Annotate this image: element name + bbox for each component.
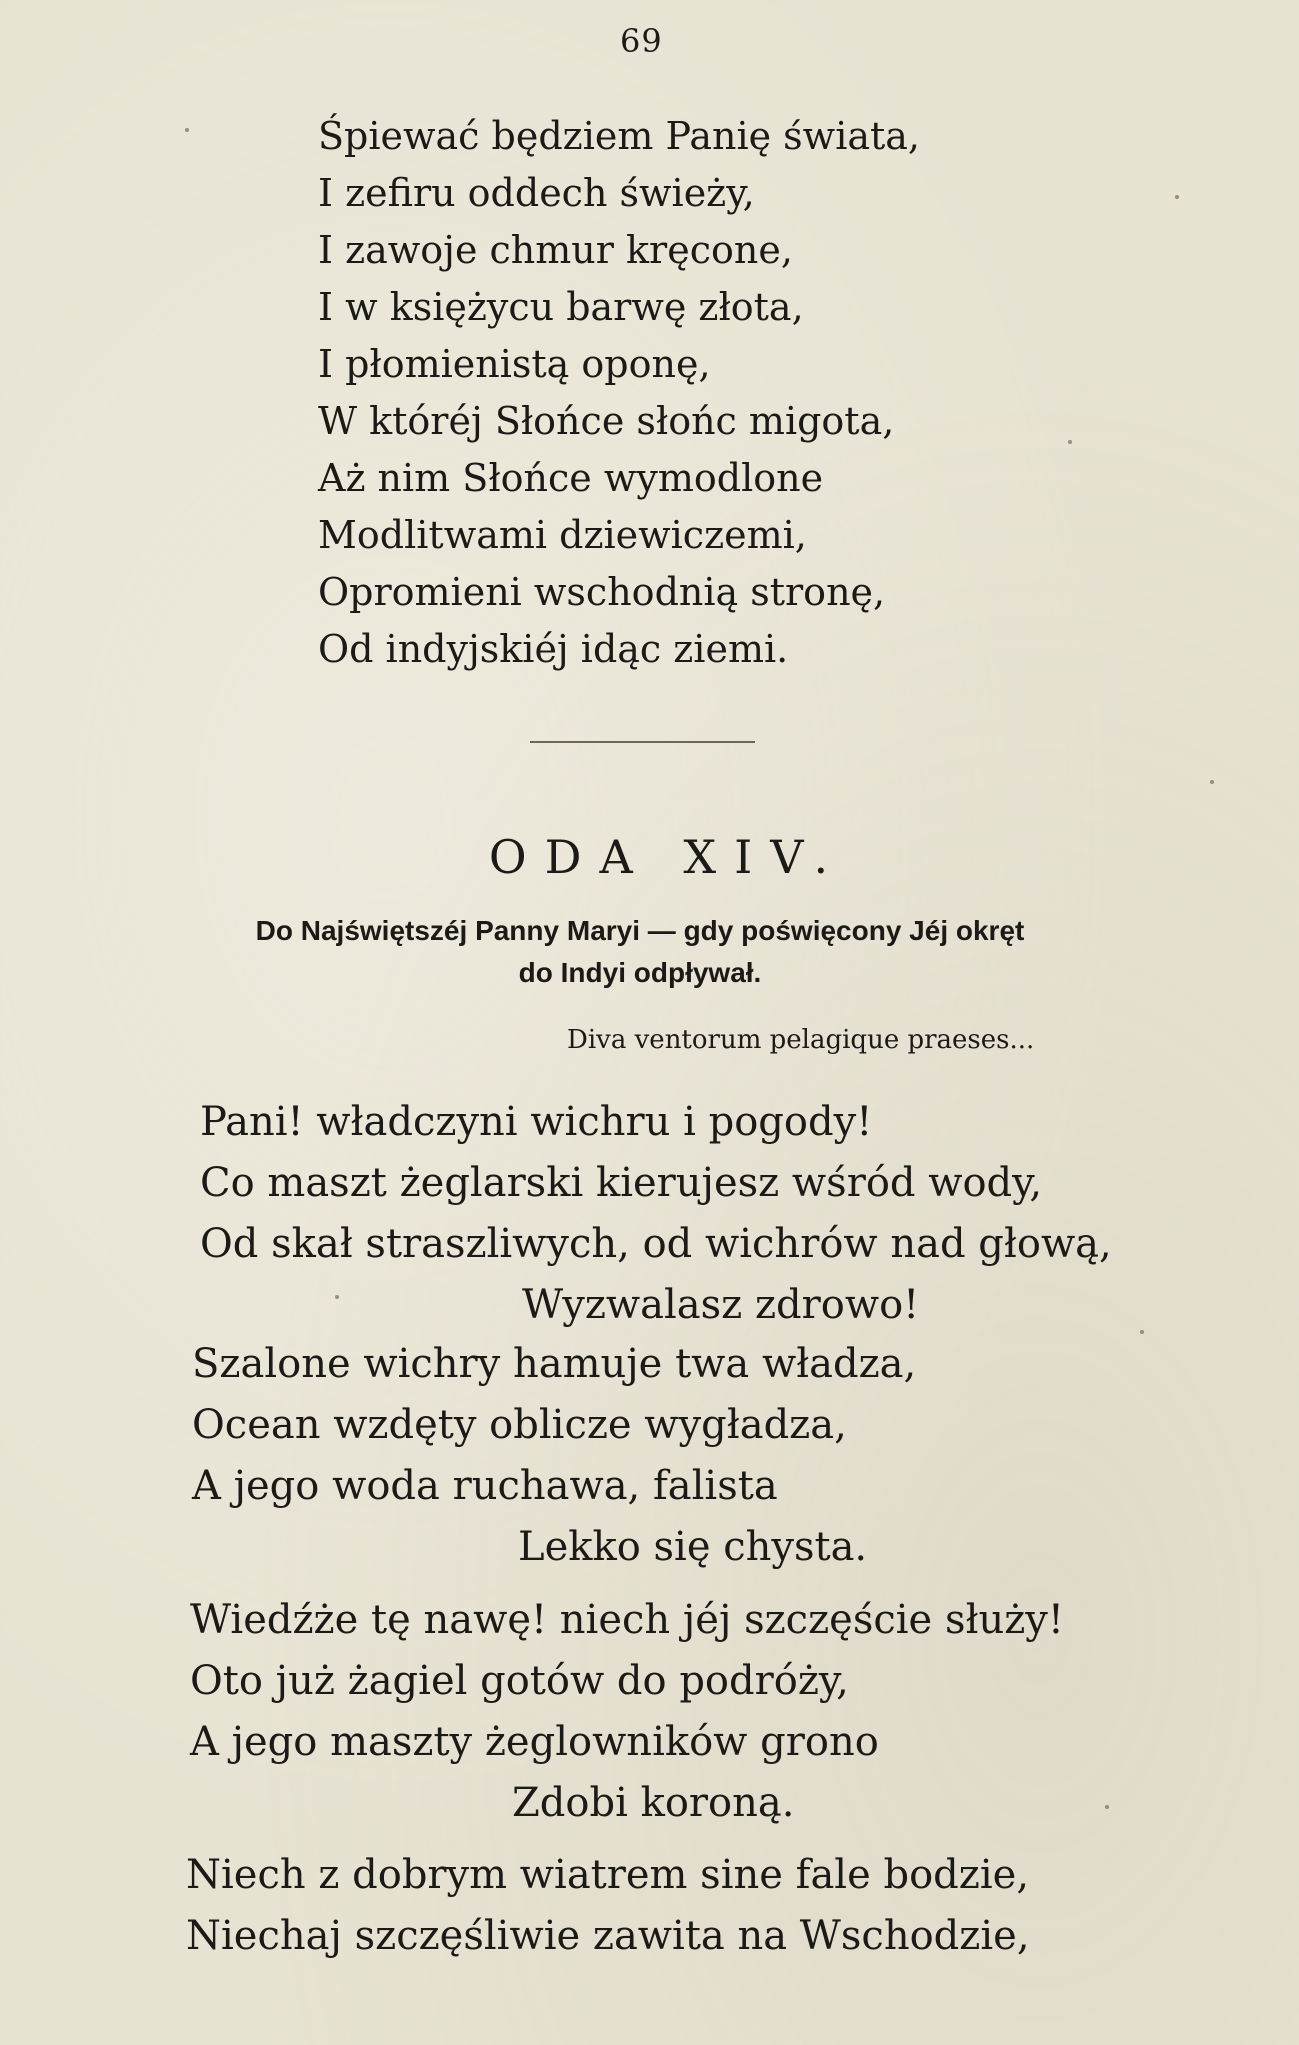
ode-line: Szalone wichry hamuje twa władza, — [192, 1341, 917, 1387]
ode-stanza-4 — [186, 1845, 1030, 1967]
ode-stanza-1 — [200, 1092, 1112, 1336]
paper-speck — [335, 1295, 339, 1299]
poem-line: Od indyjskiéj idąc ziemi. — [318, 627, 789, 671]
ode-line: Pani! władczyni wichru i pogody! — [200, 1099, 873, 1145]
paper-speck — [185, 128, 189, 132]
poem-line: I zawoje chmur kręcone, — [318, 228, 793, 272]
ode-stanza-2 — [192, 1334, 916, 1578]
poem-line: Modlitwami dziewiczemi, — [318, 513, 807, 557]
ode-line-indented: Lekko się chysta. — [518, 1524, 868, 1570]
paper-speck — [1210, 780, 1214, 784]
ode-line: Co maszt żeglarski kierujesz wśród wody, — [200, 1160, 1043, 1206]
poem-line: Opromieni wschodnią stronę, — [318, 570, 886, 614]
ode-line: Oto już żagiel gotów do podróży, — [190, 1658, 849, 1704]
ode-line: Ocean wzdęty oblicze wygładza, — [192, 1402, 847, 1448]
poem-ending-stanza — [318, 108, 920, 678]
ode-line: Niech z dobrym wiatrem sine fale bodzie, — [186, 1852, 1030, 1898]
poem-line: I zefiru oddech świeży, — [318, 171, 755, 215]
poem-line: W któréj Słońce słońc migota, — [318, 399, 895, 443]
ode-epigraph: Diva ventorum pelagique praeses... — [567, 1025, 1035, 1055]
ode-line: Wiedźże tę nawę! niech jéj szczęście służy! — [190, 1597, 1064, 1643]
ode-line: Od skał straszliwych, od wichrów nad głową, — [200, 1221, 1112, 1267]
section-divider — [530, 741, 755, 743]
page-number: 69 — [620, 22, 663, 60]
poem-line: Aż nim Słońce wymodlone — [318, 456, 824, 500]
poem-line: Śpiewać będziem Panię świata, — [318, 114, 921, 158]
dedication-line: Do Najświętszéj Panny Maryi — gdy poświęcony Jéj okręt — [255, 915, 1025, 946]
ode-line-indented: Wyzwalasz zdrowo! — [522, 1282, 920, 1328]
ode-line: A jego woda ruchawa, falista — [192, 1463, 778, 1509]
paper-speck — [1105, 1805, 1109, 1809]
paper-speck — [1175, 195, 1179, 199]
ode-stanza-3 — [190, 1590, 1064, 1834]
ode-dedication — [170, 910, 1110, 994]
ode-line: Niechaj szczęśliwie zawita na Wschodzie, — [186, 1913, 1030, 1959]
dedication-line: do Indyi odpływał. — [518, 957, 762, 988]
ode-line: A jego maszty żeglowników grono — [190, 1719, 879, 1765]
poem-line: I w księżycu barwę złota, — [318, 285, 804, 329]
paper-speck — [1068, 440, 1072, 444]
poem-line: I płomienistą oponę, — [318, 342, 711, 386]
paper-speck — [1140, 1330, 1144, 1334]
ode-title: ODA XIV. — [488, 830, 847, 884]
ode-line-indented: Zdobi koroną. — [512, 1780, 795, 1826]
